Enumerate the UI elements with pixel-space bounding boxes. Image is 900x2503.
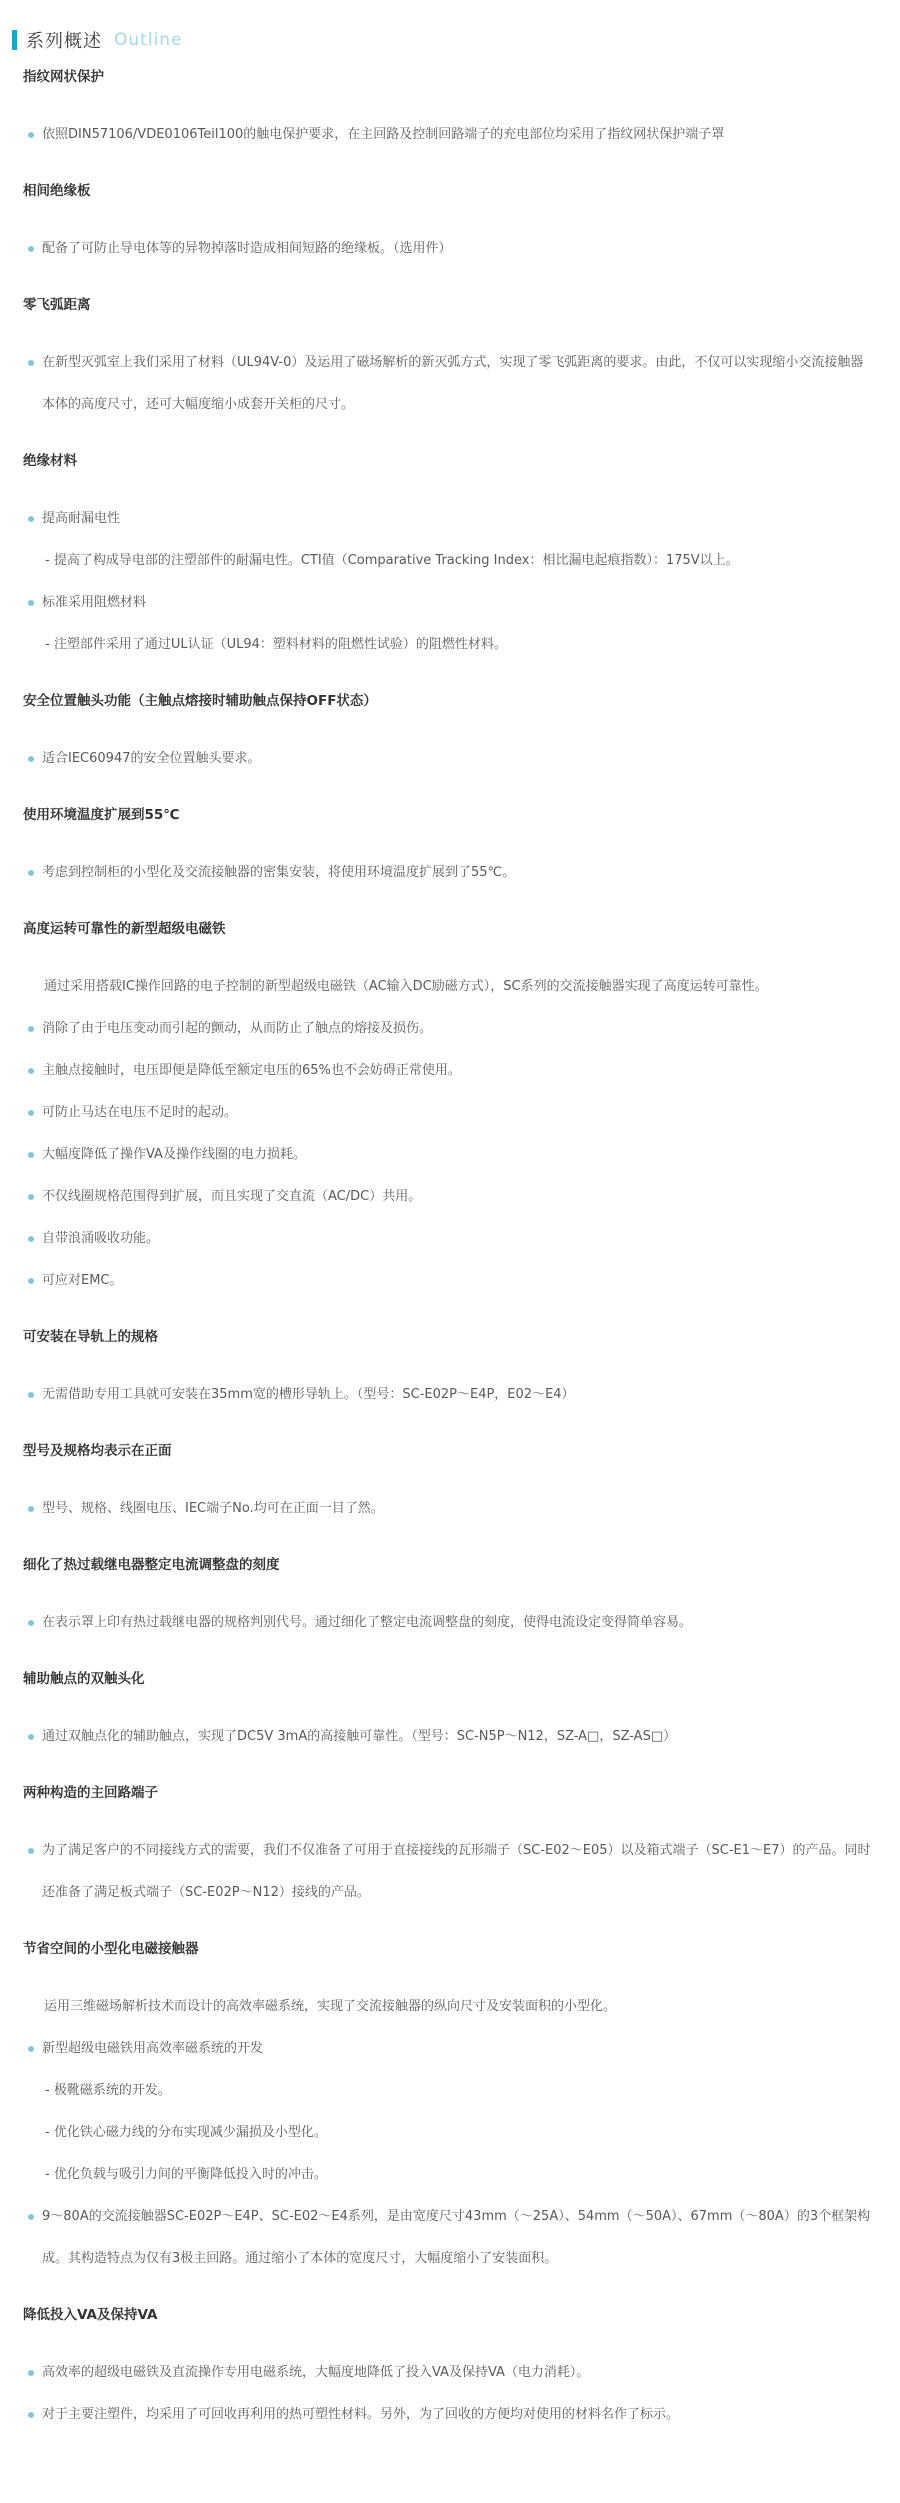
bullet-dot-icon — [28, 1068, 34, 1074]
bullet-dot-icon — [28, 1194, 34, 1200]
item-text: 通过双触点化的辅助触点，实现了DC5V 3mA的高接触可靠性。（型号：SC-N5P～N12，SZ-A□，SZ-AS□） — [42, 1729, 677, 1744]
item-text: 主触点接触时，电压即便是降低至额定电压的65%也不会妨碍正常使用。 — [42, 1063, 461, 1078]
item-text: 自带浪涌吸收功能。 — [42, 1231, 160, 1246]
section — [0, 170, 900, 270]
section-heading: 降低投入VA及保持VA — [23, 2307, 158, 2323]
sub-item — [0, 2154, 875, 2196]
section — [0, 56, 900, 156]
section — [0, 1544, 900, 1644]
bullet-dot-icon — [28, 600, 34, 606]
bullet-item — [0, 1092, 875, 1134]
item-text: 新型超级电磁铁用高效率磁系统的开发 — [42, 2041, 264, 2056]
bullet-item — [0, 1050, 875, 1092]
section-heading: 细化了热过载继电器整定电流调整盘的刻度 — [23, 1557, 280, 1573]
section — [0, 1430, 900, 1530]
bullet-item — [0, 1374, 875, 1416]
bullet-dot-icon — [28, 360, 34, 366]
item-text: 在新型灭弧室上我们采用了材料（UL94V-0）及运用了磁场解析的新灭弧方式，实现了零飞弧距离的要求。由此，不仅可以实现缩小交流接触器本体的高度尺寸，还可大幅度缩小成套开关柜的尺寸。 — [42, 355, 864, 412]
bullet-dot-icon — [28, 1620, 34, 1626]
item-text: 消除了由于电压变动而引起的颤动，从而防止了触点的熔接及损伤。 — [42, 1021, 433, 1036]
bullet-item — [0, 582, 875, 624]
sub-item — [0, 2112, 875, 2154]
bullet-item — [0, 1716, 875, 1758]
item-text: 无需借助专用工具就可安装在35mm宽的槽形导轨上。（型号：SC-E02P～E4P，E02～E4） — [42, 1387, 575, 1402]
item-text: 型号、规格、线圈电压、IEC端子No.均可在正面一目了然。 — [42, 1501, 384, 1516]
item-text: 考虑到控制柜的小型化及交流接触器的密集安装，将使用环境温度扩展到了55℃。 — [42, 865, 516, 880]
section-body — [0, 114, 900, 156]
bullet-dot-icon — [28, 1278, 34, 1284]
section — [0, 440, 900, 666]
item-text: 对于主要注塑件，均采用了可回收再利用的热可塑性材料。另外，为了回收的方便均对使用的材料名作了标示。 — [42, 2407, 680, 2422]
section-heading: 高度运转可靠性的新型超级电磁铁 — [23, 921, 226, 937]
section-heading: 零飞弧距离 — [23, 297, 91, 313]
page-subtitle: Outline — [114, 30, 183, 50]
section-body — [0, 1716, 900, 1758]
bullet-item — [0, 1830, 875, 1914]
section — [0, 1928, 900, 2280]
section — [0, 284, 900, 426]
item-text: 高效率的超级电磁铁及直流操作专用电磁系统，大幅度地降低了投入VA及保持VA（电力消耗）。 — [42, 2365, 590, 2380]
section-heading: 指纹网状保护 — [23, 69, 104, 85]
bullet-dot-icon — [28, 516, 34, 522]
sub-item — [0, 540, 875, 582]
page-title: 系列概述 — [26, 31, 102, 52]
section-body — [0, 498, 900, 666]
bullet-item — [0, 852, 875, 894]
section — [0, 680, 900, 780]
item-text: 适合IEC60947的安全位置触头要求。 — [42, 751, 261, 766]
section — [0, 1772, 900, 1914]
bullet-dot-icon — [28, 2412, 34, 2418]
item-text: 为了满足客户的不同接线方式的需要，我们不仅准备了可用于直接接线的瓦形端子（SC-E02～E05）以及箱式端子（SC-E1～E7）的产品。同时还准备了满足板式端子（SC-E02P～N12）接线的产品。 — [42, 1843, 871, 1900]
paragraph — [0, 966, 875, 1008]
section-body — [0, 966, 900, 1302]
bullet-dot-icon — [28, 1848, 34, 1854]
bullet-dot-icon — [28, 1026, 34, 1032]
section-heading: 绝缘材料 — [23, 453, 77, 469]
bullet-item — [0, 1260, 875, 1302]
section — [0, 1316, 900, 1416]
bullet-dot-icon — [28, 870, 34, 876]
item-text: 标准采用阻燃材料 — [42, 595, 147, 610]
bullet-dot-icon — [28, 756, 34, 762]
item-text: - 提高了构成导电部的注塑部件的耐漏电性。CTI值（Comparative Tracking Index：相比漏电起痕指数）：175V以上。 — [45, 553, 739, 568]
bullet-item — [0, 2352, 875, 2394]
bullet-item — [0, 1008, 875, 1050]
item-text: - 优化负载与吸引力间的平衡降低投入时的冲击。 — [45, 2167, 327, 2182]
bullet-dot-icon — [28, 1506, 34, 1512]
section-body — [0, 852, 900, 894]
item-text: 运用三维磁场解析技术而设计的高效率磁系统，实现了交流接触器的纵向尺寸及安装面积的小型化。 — [44, 1999, 617, 2014]
paragraph — [0, 1986, 875, 2028]
item-text: - 优化铁心磁力线的分布实现减少漏损及小型化。 — [45, 2125, 327, 2140]
section — [0, 794, 900, 894]
section-body — [0, 1602, 900, 1644]
bullet-dot-icon — [28, 2370, 34, 2376]
bullet-item — [0, 1602, 875, 1644]
section-body — [0, 2352, 900, 2436]
section-body — [0, 1488, 900, 1530]
bullet-dot-icon — [28, 1110, 34, 1116]
item-text: 配备了可防止导电体等的异物掉落时造成相间短路的绝缘板。（选用件） — [42, 241, 452, 256]
item-text: 可防止马达在电压不足时的起动。 — [42, 1105, 238, 1120]
page-header — [12, 28, 900, 52]
item-text: 9～80A的交流接触器SC-E02P～E4P、SC-E02～E4系列，是由宽度尺寸43mm（～25A）、54mm（～50A）、67mm（～80A）的3个框架构成。其构造特点为仅有3极主回路。通过缩小了本体的宽度尺寸，大幅度缩小了安装面积。 — [42, 2209, 871, 2266]
section-body — [0, 1830, 900, 1914]
section-body — [0, 1374, 900, 1416]
section-heading: 可安装在导轨上的规格 — [23, 1329, 158, 1345]
section — [0, 2294, 900, 2436]
section-heading: 两种构造的主回路端子 — [23, 1785, 158, 1801]
bullet-item — [0, 498, 875, 540]
item-text: 可应对EMC。 — [42, 1273, 123, 1288]
section-heading: 使用环境温度扩展到55℃ — [23, 807, 180, 823]
bullet-item — [0, 2394, 875, 2436]
section-body — [0, 1986, 900, 2280]
item-text: 大幅度降低了操作VA及操作线圈的电力损耗。 — [42, 1147, 306, 1162]
accent-bar-icon — [12, 30, 17, 50]
item-text: 提高耐漏电性 — [42, 511, 121, 526]
item-text: 不仅线圈规格范围得到扩展，而且实现了交直流（AC/DC）共用。 — [42, 1189, 422, 1204]
section-body — [0, 228, 900, 270]
item-text: 依照DIN57106/VDE0106Teil100的触电保护要求，在主回路及控制回路端子的充电部位均采用了指纹网状保护端子罩 — [42, 127, 725, 142]
bullet-dot-icon — [28, 132, 34, 138]
item-text: 在表示罩上印有热过载继电器的规格判别代号。通过细化了整定电流调整盘的刻度，使得电流设定变得简单容易。 — [42, 1615, 693, 1630]
bullet-item — [0, 1176, 875, 1218]
bullet-item — [0, 738, 875, 780]
bullet-item — [0, 1218, 875, 1260]
bullet-item — [0, 228, 875, 270]
bullet-item — [0, 114, 875, 156]
section — [0, 1658, 900, 1758]
bullet-dot-icon — [28, 2214, 34, 2220]
section-heading: 辅助触点的双触头化 — [23, 1671, 145, 1687]
bullet-item — [0, 2028, 875, 2070]
section — [0, 908, 900, 1302]
bullet-dot-icon — [28, 1392, 34, 1398]
section-heading: 节省空间的小型化电磁接触器 — [23, 1941, 199, 1957]
bullet-dot-icon — [28, 1734, 34, 1740]
item-text: - 极靴磁系统的开发。 — [45, 2083, 171, 2098]
bullet-dot-icon — [28, 1152, 34, 1158]
bullet-item — [0, 1134, 875, 1176]
sub-item — [0, 2070, 875, 2112]
bullet-dot-icon — [28, 246, 34, 252]
bullet-item — [0, 342, 875, 426]
section-body — [0, 738, 900, 780]
bullet-item — [0, 2196, 875, 2280]
sections — [0, 56, 900, 2466]
section-heading: 安全位置触头功能（主触点熔接时辅助触点保持OFF状态） — [23, 693, 377, 709]
section-body — [0, 342, 900, 426]
item-text: 通过采用搭载IC操作回路的电子控制的新型超级电磁铁（AC输入DC励磁方式），SC系列的交流接触器实现了高度运转可靠性。 — [44, 979, 768, 994]
section-heading: 型号及规格均表示在正面 — [23, 1443, 172, 1459]
bullet-dot-icon — [28, 2046, 34, 2052]
bullet-item — [0, 1488, 875, 1530]
item-text: - 注塑部件采用了通过UL认证（UL94：塑料材料的阻燃性试验）的阻燃性材料。 — [45, 637, 507, 652]
sub-item — [0, 624, 875, 666]
section-heading: 相间绝缘板 — [23, 183, 91, 199]
bullet-dot-icon — [28, 1236, 34, 1242]
